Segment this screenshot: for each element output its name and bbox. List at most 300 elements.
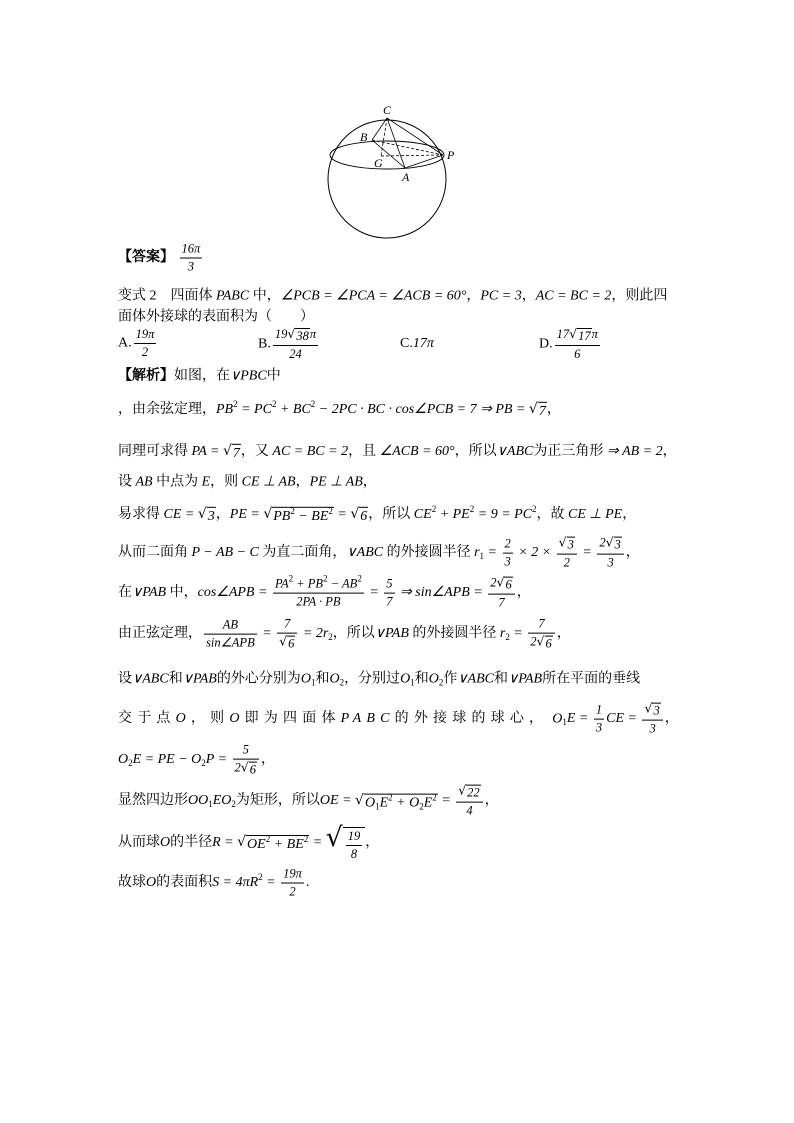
- math-segment: E: [423, 795, 433, 811]
- text-segment: ，则: [190, 711, 230, 727]
- square-root: [569, 327, 591, 344]
- subscript: 2: [339, 677, 345, 688]
- radicand: √ 3: [653, 703, 660, 718]
- text-segment: 变式 2 四面体: [118, 288, 216, 304]
- math-segment: =: [484, 545, 501, 561]
- math-segment: O: [229, 711, 245, 727]
- square-root: [198, 506, 216, 524]
- text-segment: ，: [546, 401, 561, 417]
- text-segment: 从而二面角: [118, 545, 192, 561]
- superscript: 2: [323, 573, 328, 584]
- math-segment: S = 4πR: [212, 875, 259, 891]
- radicand: √ 6: [545, 636, 552, 651]
- square-root: [497, 576, 513, 593]
- text-segment: 中点为: [152, 474, 202, 490]
- text-segment: ，: [625, 545, 640, 561]
- fraction: [488, 576, 514, 611]
- fraction-numerator: AB: [204, 618, 257, 635]
- text-segment: 显然四边形: [118, 793, 188, 809]
- radicand: √ 22: [467, 785, 480, 800]
- radicand: √ 6: [249, 762, 257, 777]
- solution-line-4: [118, 503, 637, 524]
- square-root: [287, 327, 309, 344]
- math-segment: ⇒ sin∠APB =: [396, 585, 487, 601]
- fraction-numerator: 7: [528, 617, 554, 634]
- fraction: [134, 327, 157, 360]
- math-segment: CE ⊥ AB: [241, 474, 296, 490]
- text-segment: ，则: [210, 474, 242, 490]
- math-segment: O: [146, 875, 157, 891]
- question-line-2: [118, 308, 314, 326]
- fraction-denominator: 8: [350, 847, 358, 861]
- subscript: 2: [328, 632, 333, 643]
- text-segment: 的外接圆半径: [408, 626, 500, 642]
- radicand: √ 7: [538, 403, 546, 419]
- radicand: √ 3: [207, 508, 215, 524]
- text-segment: 在: [118, 585, 132, 601]
- math-segment: r: [474, 545, 480, 561]
- text-segment: 中，: [166, 585, 198, 601]
- solution-line-1: [118, 398, 561, 419]
- math-segment: CE =: [606, 711, 641, 727]
- fraction-denominator: 3: [187, 259, 194, 274]
- fraction-denominator: 24: [289, 346, 302, 361]
- math-segment: − 2PC · BC · cos∠PCB = 7 ⇒ PB =: [315, 401, 529, 417]
- text-segment: ，: [484, 793, 499, 809]
- math-segment: O: [300, 671, 311, 687]
- math-segment: P =: [205, 752, 231, 768]
- text-segment: 为矩形，所以: [235, 793, 320, 809]
- fraction: [273, 573, 364, 610]
- radicand: [246, 835, 309, 852]
- fraction-numerator: 16π: [180, 242, 203, 259]
- subscript: 2: [419, 801, 424, 812]
- fraction-denominator: 3: [649, 721, 656, 736]
- text-segment: ，所以: [332, 626, 375, 642]
- math-segment: OE: [247, 837, 266, 852]
- subscript: 1: [562, 717, 567, 728]
- square-root: [241, 761, 257, 778]
- math-segment: = 9 = PC: [474, 506, 533, 522]
- question-line-1: [118, 287, 667, 305]
- math-segment: PABC: [340, 711, 395, 727]
- math-segment: O: [118, 752, 129, 768]
- fraction-numerator: [273, 573, 364, 594]
- radicand: √ 6: [360, 508, 368, 524]
- text-segment: 所在平面的垂线: [542, 671, 641, 687]
- math-segment: 2: [490, 575, 497, 590]
- fraction-numerator: [642, 702, 662, 721]
- radicand: √ 3: [614, 537, 621, 552]
- math-segment: E = PE − O: [132, 752, 202, 768]
- solution-tag: 【解析】: [118, 368, 174, 384]
- text-segment: 为正三角形: [533, 443, 604, 459]
- superscript: 2: [431, 503, 437, 514]
- math-segment: ∠PCB = ∠PCA = ∠ACB = 60°: [280, 288, 467, 304]
- math-segment: =: [309, 835, 326, 850]
- answer-tag: 【答案】: [118, 250, 174, 266]
- option-label: B.: [258, 336, 271, 352]
- fraction: [503, 537, 513, 570]
- math-segment: × 2 ×: [514, 545, 555, 561]
- subscript: 1: [310, 677, 316, 688]
- fraction: [204, 618, 257, 651]
- math-segment: π: [309, 327, 317, 341]
- text-segment: ，: [365, 835, 380, 850]
- text-segment: ，: [622, 506, 637, 522]
- fraction-denominator: 6: [574, 346, 581, 361]
- superscript: 2: [290, 505, 295, 516]
- superscript: 2: [469, 503, 475, 514]
- vertex-label-b: B: [360, 130, 368, 144]
- option-label: D.: [539, 336, 553, 352]
- math-segment: ∨ABC: [457, 671, 495, 687]
- math-segment: ∨PBC: [230, 368, 267, 384]
- text-segment: ，: [215, 506, 230, 522]
- square-root: [606, 536, 622, 553]
- text-segment: 的外心分别为: [216, 671, 301, 687]
- fraction: [281, 867, 304, 900]
- math-segment: ∨PAB: [374, 626, 409, 642]
- math-segment: cos∠APB =: [197, 585, 271, 601]
- math-segment: AB: [135, 474, 153, 490]
- math-segment: R =: [212, 835, 238, 850]
- solution-line-6: [118, 573, 531, 611]
- text-segment: 的表面积: [156, 875, 213, 891]
- radicand: √ 6: [288, 636, 295, 651]
- square-root: [279, 635, 295, 652]
- fraction-denominator: 3: [595, 720, 603, 735]
- fraction-denominator: 4: [466, 803, 473, 818]
- math-segment: 2: [530, 634, 537, 649]
- math-segment: ∨PAB: [132, 585, 167, 601]
- solution-line-8: [118, 670, 640, 688]
- text-segment: ，: [261, 752, 276, 768]
- superscript: 2: [432, 792, 437, 803]
- point-label-g: G: [374, 156, 383, 170]
- fraction-numerator: 1: [594, 703, 604, 720]
- square-root: [355, 792, 438, 810]
- math-segment: AC = BC = 2: [535, 288, 612, 304]
- superscript: 2: [258, 872, 263, 883]
- fraction-denominator: 7: [386, 594, 393, 609]
- option-c: [400, 335, 434, 353]
- option-d: [539, 327, 602, 362]
- text-segment: ，所以: [454, 443, 497, 459]
- fraction: [384, 577, 394, 610]
- vertex-label-a: A: [402, 170, 410, 184]
- math-segment: OO: [188, 793, 209, 809]
- solution-line-10: [118, 743, 275, 778]
- fraction-numerator: [456, 784, 482, 803]
- math-segment: =: [509, 626, 527, 642]
- text-segment: 设: [118, 474, 136, 490]
- square-root: [537, 635, 553, 652]
- option-b: [258, 327, 320, 362]
- radicand: √ 38: [296, 329, 309, 343]
- text-segment: 和: [414, 671, 429, 687]
- fraction: [557, 536, 577, 571]
- fraction: [180, 242, 203, 275]
- math-segment: = PC: [237, 401, 272, 417]
- radicand: [272, 507, 334, 524]
- solution-line-9: [118, 702, 679, 737]
- fraction: [346, 829, 363, 862]
- math-segment: O: [428, 671, 439, 687]
- fraction-numerator: 19π: [134, 327, 157, 344]
- math-segment: O: [160, 835, 171, 850]
- math-segment: PB: [273, 508, 291, 524]
- fraction-denominator: [528, 634, 554, 652]
- math-segment: O: [364, 795, 376, 811]
- math-segment: PE =: [229, 506, 264, 522]
- math-segment: ∨PAB: [182, 671, 217, 687]
- math-segment: =: [258, 626, 276, 642]
- fraction-denominator: 3: [504, 554, 511, 569]
- fraction-numerator: 7: [277, 617, 297, 634]
- option-label: C.: [400, 336, 413, 351]
- text-segment: 面体外接球的表面积为（ ）: [118, 309, 314, 325]
- math-segment: E: [201, 474, 211, 490]
- fraction-denominator: 7: [498, 595, 505, 610]
- subscript: 2: [505, 632, 510, 643]
- edge-cp: [387, 118, 443, 155]
- fraction: [642, 702, 662, 737]
- math-segment: PABC: [216, 288, 250, 304]
- text-segment: 交于点: [118, 711, 176, 727]
- text-segment: ，: [521, 288, 536, 304]
- text-segment: 的外接圆半径: [383, 545, 475, 561]
- square-root: [326, 824, 365, 862]
- text-segment: 的外接球的球心，: [394, 711, 549, 727]
- fraction: [233, 743, 259, 778]
- math-segment: E =: [566, 711, 592, 727]
- math-segment: =: [437, 793, 455, 809]
- fraction-numerator: [273, 327, 318, 346]
- square-root: [350, 506, 368, 524]
- subscript: 2: [438, 677, 444, 688]
- text-segment: 同理可求得: [118, 443, 192, 459]
- math-segment: CE =: [163, 506, 198, 522]
- radicand: [364, 793, 438, 810]
- text-segment: 中: [266, 368, 281, 384]
- fraction: [456, 784, 482, 819]
- square-root: [223, 443, 241, 461]
- text-segment: ，: [662, 443, 677, 459]
- fraction: [555, 327, 600, 362]
- square-root: [559, 536, 575, 553]
- text-segment: 和: [168, 671, 183, 687]
- fraction-numerator: 2: [503, 537, 513, 554]
- fraction: [597, 536, 623, 571]
- square-root: [237, 834, 309, 852]
- math-segment: O: [400, 671, 411, 687]
- text-segment: 和: [494, 671, 509, 687]
- text-segment: ，: [295, 474, 310, 490]
- text-segment: ，又: [240, 443, 273, 459]
- text-segment: ，所以: [368, 506, 414, 522]
- math-segment: = 2r: [299, 626, 329, 642]
- subscript: 1: [410, 677, 415, 688]
- subscript: 1: [479, 551, 485, 562]
- solution-line-13: [118, 867, 309, 900]
- math-segment: ∨ABC: [346, 545, 384, 561]
- vertex-label-p: P: [447, 148, 455, 162]
- square-root: [263, 506, 334, 524]
- fraction-denominator: [233, 760, 259, 778]
- sphere-outline: [328, 120, 446, 238]
- fraction: [528, 617, 554, 652]
- fraction-numerator: [488, 576, 514, 595]
- radicand: √ 7: [232, 445, 240, 461]
- math-segment: − AB: [327, 576, 358, 591]
- subscript: 2: [201, 758, 206, 769]
- vertex-label-c: C: [383, 103, 392, 117]
- fraction-numerator: 19π: [281, 867, 304, 884]
- sphere-tetrahedron-figure: [320, 98, 460, 246]
- math-segment: CE: [413, 506, 432, 522]
- fraction-numerator: [557, 536, 577, 555]
- text-segment: 的半径: [170, 835, 213, 850]
- math-segment: + O: [392, 795, 420, 811]
- fraction: [594, 703, 604, 736]
- radicand: [343, 827, 366, 862]
- math-segment: O: [329, 671, 340, 687]
- math-segment: 17: [556, 327, 570, 341]
- math-segment: =: [365, 585, 383, 601]
- option-a: [118, 327, 158, 360]
- math-segment: + BE: [270, 837, 304, 852]
- fraction-denominator: sin∠APB: [206, 635, 255, 650]
- superscript: 2: [271, 398, 277, 409]
- text-segment: 如图，在: [174, 368, 230, 384]
- solution-line-11: [118, 784, 499, 819]
- math-segment: PB: [216, 401, 234, 417]
- solution-line-0: [118, 367, 281, 385]
- math-segment: 19: [274, 327, 288, 341]
- math-segment: AC = BC = 2: [272, 443, 349, 459]
- text-segment: ，故: [536, 506, 569, 522]
- math-segment: π: [591, 327, 598, 341]
- fraction-numerator: 5: [233, 743, 259, 760]
- superscript: 2: [288, 573, 294, 584]
- text-segment: ，: [664, 711, 679, 727]
- square-root: [644, 702, 660, 719]
- text-segment: 中，: [249, 288, 281, 304]
- math-segment: + PE: [436, 506, 470, 522]
- fraction-numerator: 5: [384, 577, 394, 594]
- text-segment: ，: [466, 288, 481, 304]
- superscript: 2: [303, 834, 309, 844]
- text-segment: 由正弦定理，: [118, 626, 202, 642]
- math-segment: =: [262, 875, 280, 891]
- math-segment: PE ⊥ AB: [309, 474, 363, 490]
- superscript: 2: [357, 573, 362, 584]
- subscript: 2: [231, 799, 236, 810]
- solution-line-7: [118, 617, 571, 652]
- math-segment: PA =: [191, 443, 223, 459]
- math-segment: ∠ACB = 60°: [379, 443, 455, 459]
- math-segment: − BE: [294, 508, 329, 524]
- text-segment: ，由余弦定理，: [118, 401, 216, 417]
- fraction-numerator: √ 19: [346, 829, 363, 846]
- solution-line-2: [118, 443, 677, 461]
- subscript: 1: [208, 799, 213, 810]
- fraction-denominator: 2: [289, 884, 296, 899]
- superscript: 2: [532, 503, 537, 514]
- math-segment: OE =: [319, 793, 356, 809]
- math-segment: PC = 3: [480, 288, 522, 304]
- subscript: 2: [128, 758, 133, 769]
- math-segment: PA: [274, 576, 289, 591]
- math-segment: CE ⊥ PE: [568, 506, 623, 522]
- text-segment: 即为四面体: [244, 711, 341, 727]
- math-segment: O: [552, 711, 563, 727]
- math-segment: ∨ABC: [496, 443, 534, 459]
- math-segment: O: [175, 711, 191, 727]
- fraction-denominator: 3: [607, 555, 614, 570]
- math-segment: =: [333, 506, 351, 522]
- text-segment: 作: [443, 671, 458, 687]
- text-segment: ，则此四: [611, 288, 668, 304]
- superscript: 2: [310, 398, 316, 409]
- math-segment: + BC: [276, 401, 311, 417]
- text-segment: 从而球: [118, 835, 160, 850]
- math-segment: P − AB − C: [191, 545, 259, 561]
- text-segment: 设: [118, 671, 132, 687]
- options-row: [0, 327, 794, 361]
- text-segment: ，: [556, 626, 571, 642]
- fraction-denominator: 2: [141, 345, 149, 359]
- text-segment: .: [305, 875, 310, 891]
- option-label: A.: [118, 335, 132, 351]
- text-segment: 易求得: [118, 506, 164, 522]
- radicand: √ 17: [578, 329, 591, 343]
- square-root: [529, 401, 547, 419]
- answer-line: [118, 242, 204, 275]
- solution-line-3: [118, 473, 377, 491]
- fraction-numerator: [555, 327, 600, 346]
- math-segment: ∨ABC: [132, 671, 169, 687]
- radicand: √ 3: [567, 537, 574, 552]
- math-segment: =: [578, 545, 596, 561]
- math-segment: 2: [234, 760, 241, 775]
- fraction: [273, 327, 318, 362]
- fraction-numerator: [597, 536, 623, 555]
- math-segment: E: [379, 795, 389, 811]
- math-segment: + PB: [293, 576, 324, 591]
- option-value: 17π: [412, 336, 434, 351]
- fraction-denominator: 2PA · PB: [296, 594, 341, 609]
- solution-line-12: [118, 824, 379, 862]
- text-segment: 为直二面角，: [258, 545, 347, 561]
- fraction: [277, 617, 297, 652]
- superscript: 2: [233, 398, 238, 409]
- math-segment: ⇒ AB = 2: [603, 443, 663, 459]
- superscript: 2: [328, 505, 333, 516]
- text-segment: ，: [516, 585, 531, 601]
- square-root: [458, 784, 480, 801]
- text-segment: 和: [315, 671, 330, 687]
- fraction-denominator: 2: [563, 555, 570, 570]
- radicand: √ 6: [505, 577, 512, 592]
- text-segment: ，分别过: [344, 671, 401, 687]
- text-segment: 故球: [118, 875, 146, 891]
- subscript: 1: [375, 801, 380, 812]
- superscript: 2: [265, 834, 271, 844]
- math-segment: 2: [599, 535, 606, 550]
- solution-line-5: [118, 536, 640, 571]
